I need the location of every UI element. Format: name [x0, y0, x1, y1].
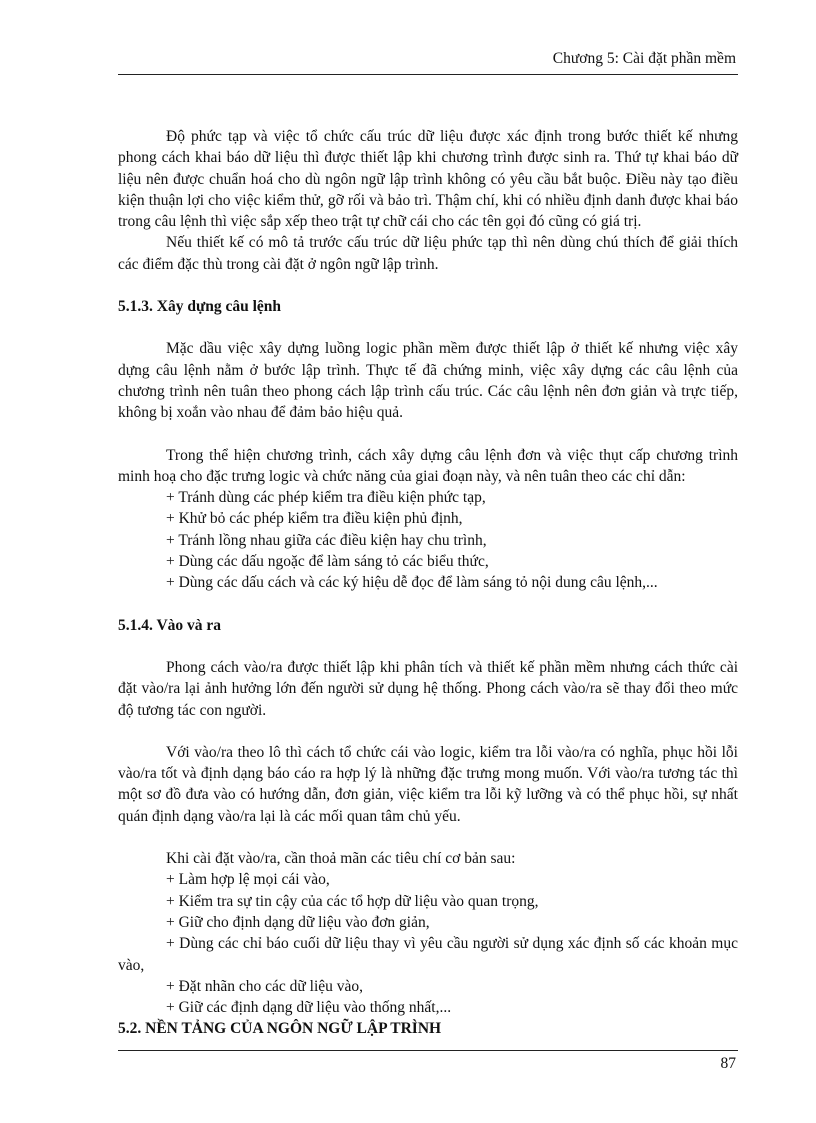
list-item: + Làm hợp lệ mọi cái vào,: [166, 871, 330, 889]
section-513-paragraph-2: Trong thể hiện chương trình, cách xây dựng câu lệnh đơn và việc thụt cấp chương trình minh hoạ cho đặc trưng logic và chức năng của giai đoạn này, và nên tuân theo các chỉ dẫn:: [118, 446, 738, 485]
section-heading-52: 5.2. NỀN TẢNG CỦA NGÔN NGỮ LẬP TRÌNH: [118, 1020, 442, 1038]
chapter-title: Chương 5: Cài đặt phần mềm: [552, 50, 736, 67]
list-item: + Kiểm tra sự tin cậy của các tổ hợp dữ liệu vào quan trọng,: [166, 892, 539, 910]
section-514-paragraph-3: Khi cài đặt vào/ra, cần thoả mãn các tiêu chí cơ bản sau:: [166, 850, 516, 868]
section-heading-513: 5.1.3. Xây dựng câu lệnh: [118, 298, 282, 316]
list-item: + Khử bỏ các phép kiểm tra điều kiện phủ định,: [166, 510, 463, 528]
list-item: + Tránh lồng nhau giữa các điều kiện hay chu trình,: [166, 531, 487, 549]
page-header: [118, 48, 738, 75]
list-item: + Giữ các định dạng dữ liệu vào thống nhất,...: [166, 999, 452, 1017]
list-item: + Đặt nhãn cho các dữ liệu vào,: [166, 977, 364, 995]
section-heading-514: 5.1.4. Vào và ra: [118, 616, 222, 634]
page-body: [118, 126, 738, 1040]
list-item: + Giữ cho định dạng dữ liệu vào đơn giản,: [166, 913, 430, 931]
list-item: + Dùng các dấu cách và các ký hiệu dễ đọc để làm sáng tỏ nội dung câu lệnh,...: [166, 574, 658, 592]
page-number: 87: [720, 1055, 736, 1072]
list-item: + Dùng các chỉ báo cuối dữ liệu thay vì yêu cầu người sử dụng xác định số các khoản mục vào,: [118, 935, 738, 974]
intro-paragraph-2: Nếu thiết kế có mô tả trước cấu trúc dữ liệu phức tạp thì nên dùng chú thích để giải thích các điểm đặc thù trong cài đặt ở ngôn ngữ lập trình.: [118, 234, 738, 273]
section-514-paragraph-1: Phong cách vào/ra được thiết lập khi phân tích và thiết kế phần mềm nhưng cách thức cài đặt vào/ra lại ảnh hưởng lớn đến người sử dụng hệ thống. Phong cách vào/ra sẽ thay đổi theo mức độ tương tác con người.: [118, 658, 738, 719]
intro-paragraph-1: Độ phức tạp và việc tổ chức cấu trúc dữ liệu được xác định trong bước thiết kế nhưng phong cách khai báo dữ liệu thì được thiết lập khi chương trình được sinh ra. Thứ tự khai báo dữ liệu nên được chuẩn hoá cho dù ngôn ngữ lập trình không có yêu cầu bắt buộc. Điều này tạo điều kiện thuận lợi cho việc kiểm thử, gỡ rối và bảo trì. Thậm chí, khi có nhiều định danh được khai báo trong câu lệnh thì việc sắp xếp theo trật tự chữ cái cho các tên gọi đó cũng có giá trị.: [118, 128, 738, 231]
section-514-paragraph-2: Với vào/ra theo lô thì cách tổ chức cái vào logic, kiểm tra lỗi vào/ra có nghĩa, phục hồi lỗi vào/ra tốt và định dạng báo cáo ra hợp lý là những đặc trưng mong muốn. Với vào/ra tương tác thì một sơ đồ đưa vào có hướng dẫn, đơn giản, việc kiểm tra lỗi kỹ lưỡng và có thể phục hồi, sự nhất quán định dạng vào/ra lại là các mối quan tâm chủ yếu.: [118, 743, 738, 825]
list-item: + Tránh dùng các phép kiểm tra điều kiện phức tạp,: [166, 489, 486, 507]
section-513-paragraph-1: Mặc dầu việc xây dựng luồng logic phần mềm được thiết lập ở thiết kế nhưng việc xây dựng câu lệnh nằm ở bước lập trình. Thực tế đã chứng minh, việc xây dựng các câu lệnh của chương trình nên tuân theo phong cách lập trình cấu trúc. Các câu lệnh nên đơn giản và trực tiếp, không bị xoắn vào nhau để đảm bảo hiệu quả.: [118, 340, 738, 422]
page-footer: [118, 1050, 738, 1072]
list-item: + Dùng các dấu ngoặc để làm sáng tỏ các biểu thức,: [166, 553, 489, 571]
